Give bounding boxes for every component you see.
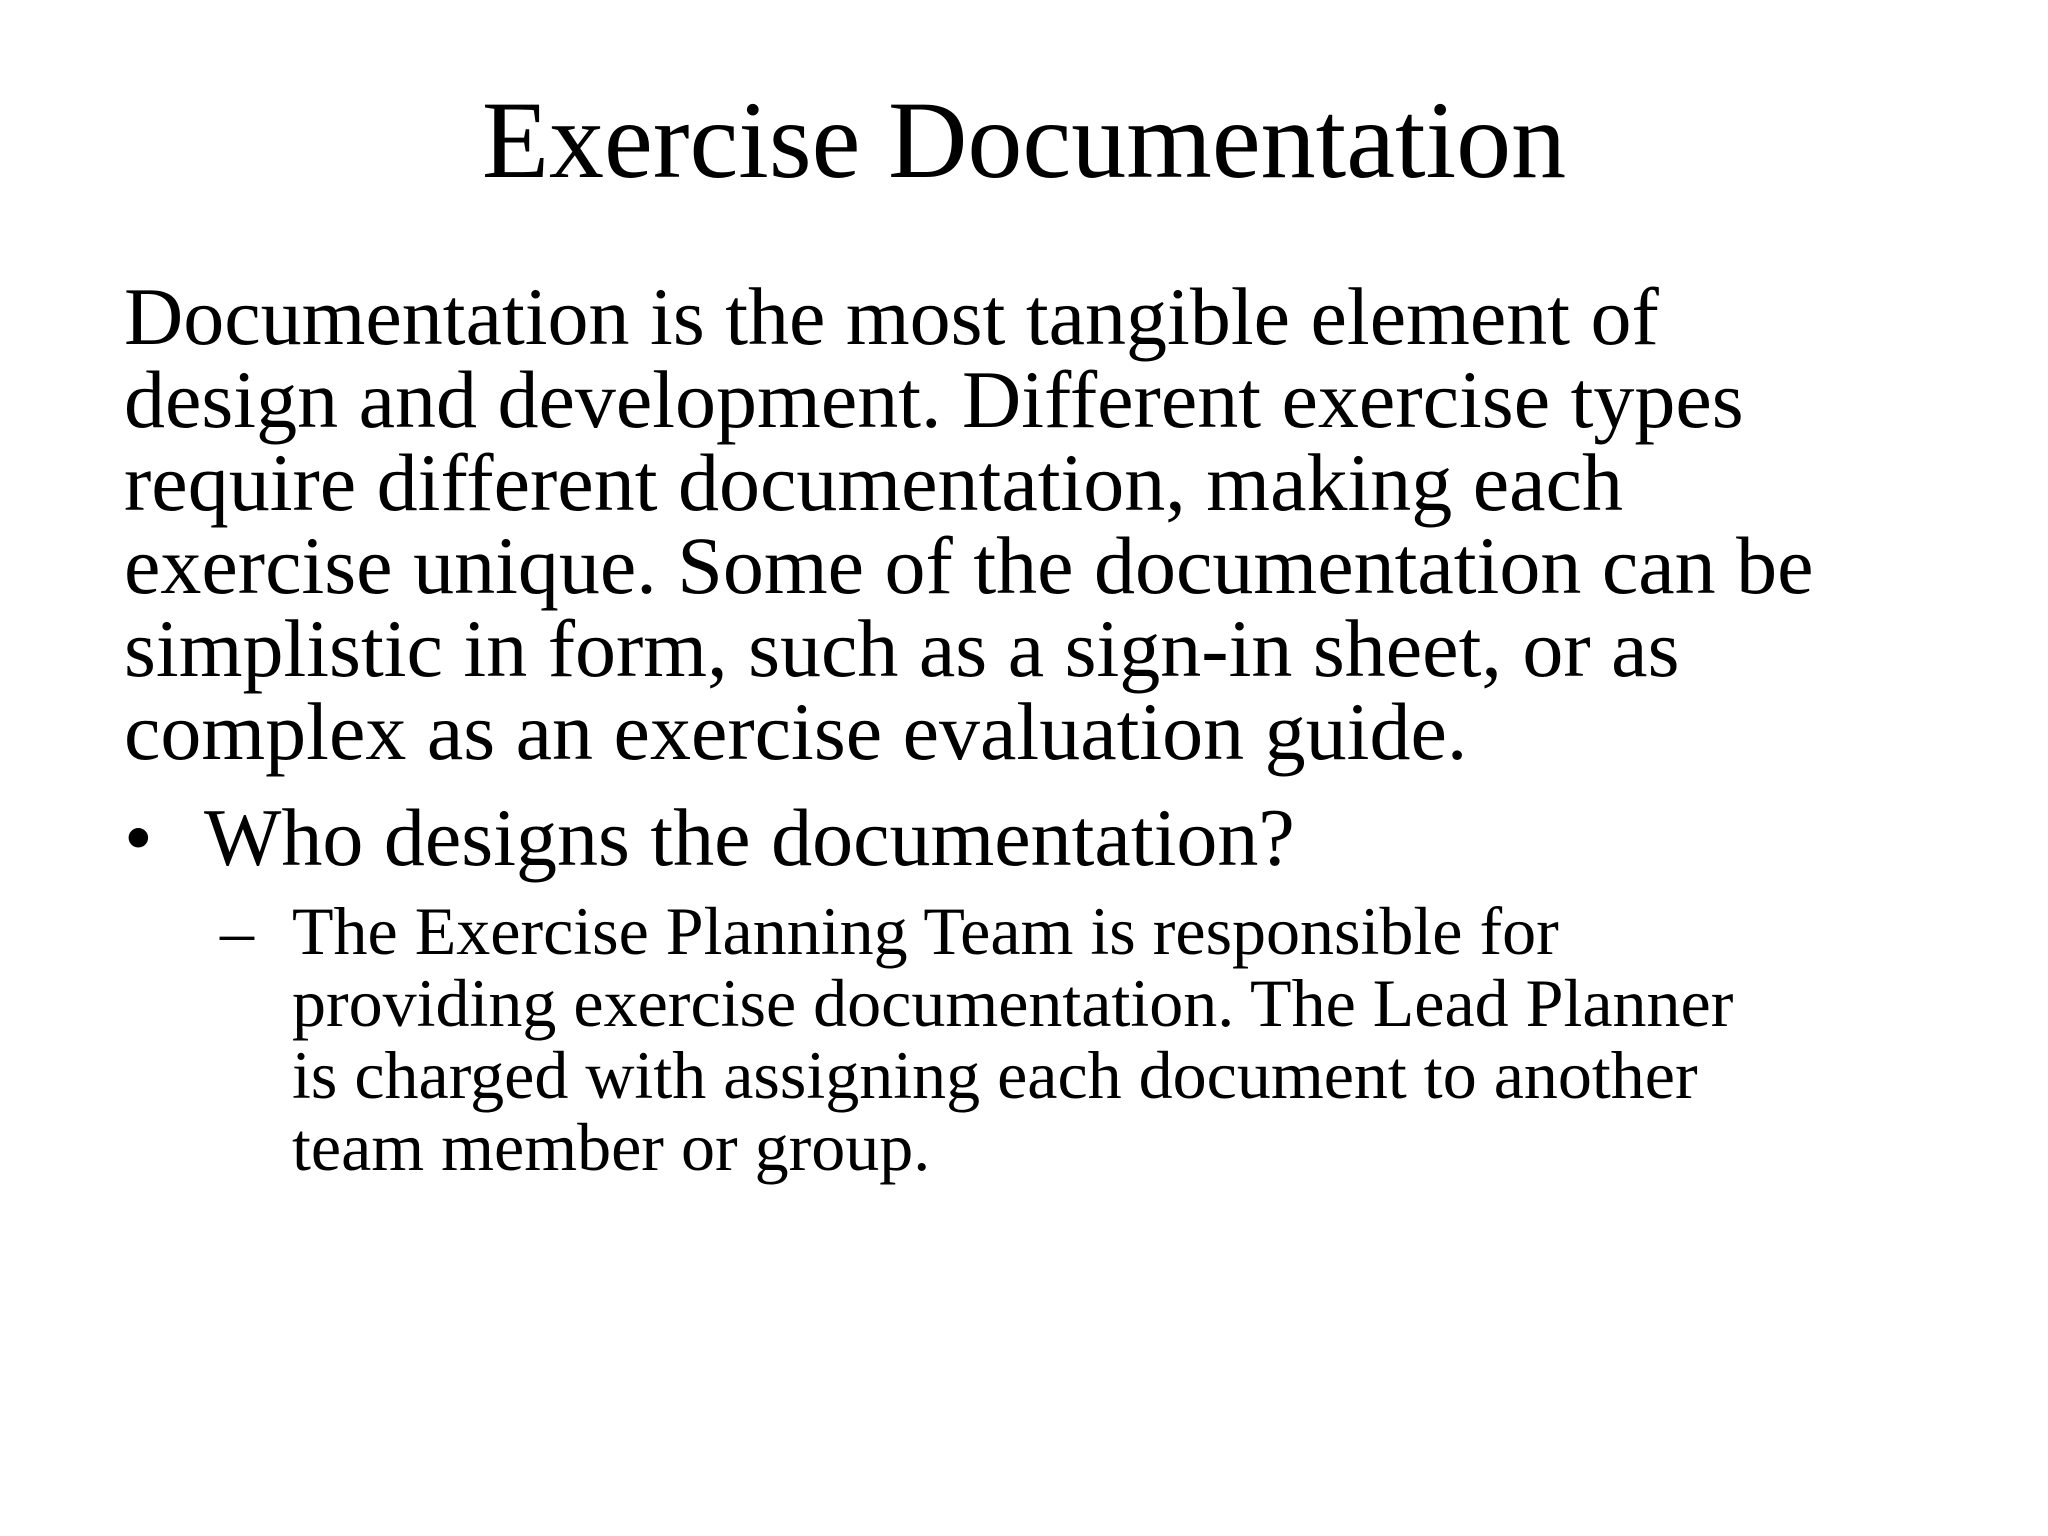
paragraph-line: Documentation is the most tangible element of xyxy=(124,271,1659,362)
paragraph-line: design and development. Different exercise types xyxy=(124,354,1744,445)
sub-bullet-line: The Exercise Planning Team is responsible for xyxy=(292,893,1559,969)
bullet-marker: • xyxy=(124,792,153,883)
bullet-item xyxy=(124,793,1295,883)
sub-bullet-line: team member or group. xyxy=(292,1109,931,1185)
paragraph-line: exercise unique. Some of the documentation can be xyxy=(124,520,1814,611)
intro-paragraph xyxy=(124,271,2024,777)
bullet-text: Who designs the documentation? xyxy=(204,792,1295,883)
slide-title: Exercise Documentation xyxy=(481,79,1567,201)
paragraph-line: require different documentation, making each xyxy=(124,437,1623,528)
paragraph-line: simplistic in form, such as a sign-in sheet, or as xyxy=(124,603,1680,694)
sub-bullet-text xyxy=(292,895,1733,1183)
dash-marker: – xyxy=(220,893,254,969)
sub-bullet-line: is charged with assigning each document to another xyxy=(292,1037,1698,1113)
paragraph-line: complex as an exercise evaluation guide. xyxy=(124,686,1468,777)
sub-bullet-line: providing exercise documentation. The Lead Planner xyxy=(292,965,1734,1041)
